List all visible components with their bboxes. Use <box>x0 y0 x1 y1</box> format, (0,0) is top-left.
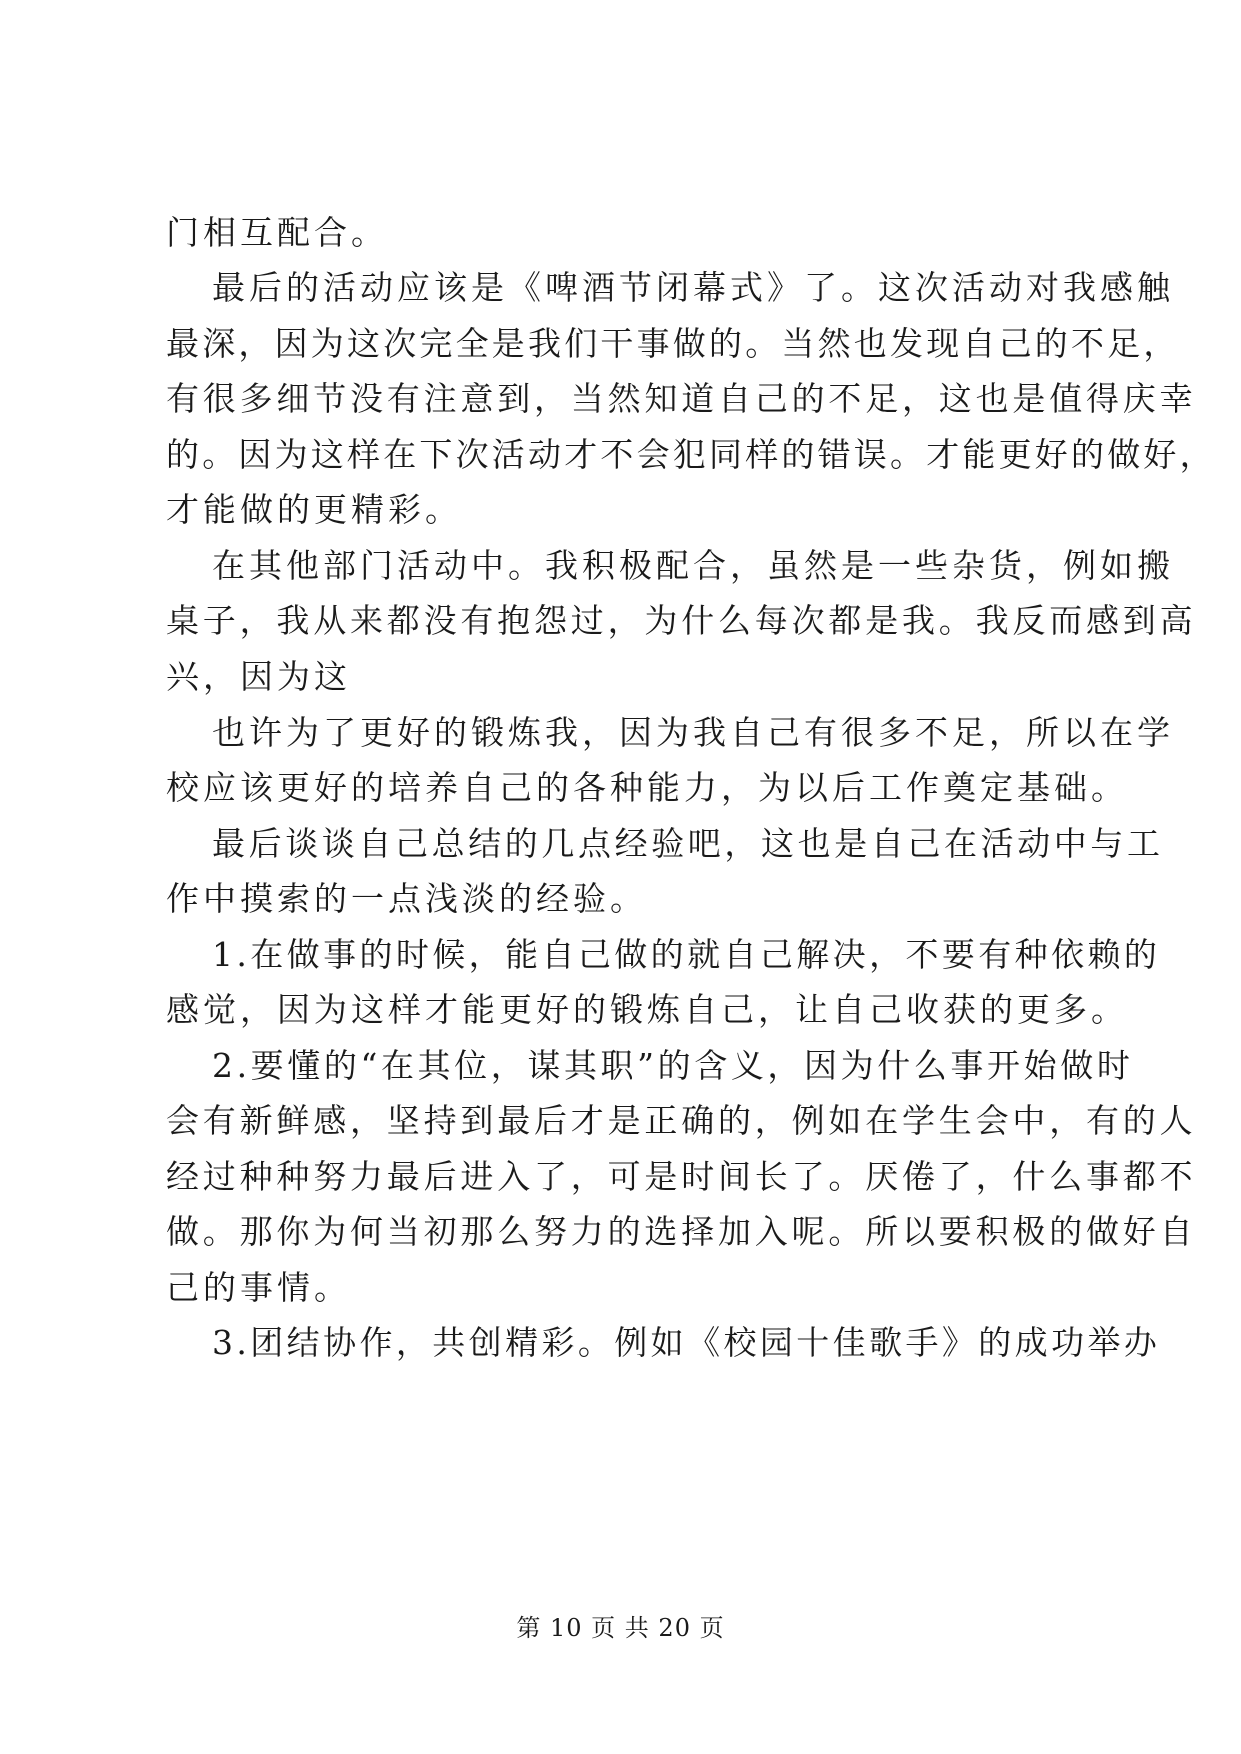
text-line: 最深，因为这次完全是我们干事做的。当然也发现自己的不足， <box>166 324 1180 363</box>
text-line: 桌子，我从来都没有抱怨过，为什么每次都是我。我反而感到高 <box>166 601 1197 640</box>
text-line: 作中摸索的一点浅淡的经验。 <box>166 879 647 918</box>
text-line: 3.团结协作，共创精彩。例如《校园十佳歌手》的成功举办 <box>212 1323 1161 1362</box>
text-line: 才能做的更精彩。 <box>166 490 462 529</box>
page-number-footer: 第 10 页 共 20 页 <box>516 1614 725 1642</box>
text-line: 在其他部门活动中。我积极配合，虽然是一些杂货，例如搬 <box>212 546 1174 585</box>
text-line: 最后的活动应该是《啤酒节闭幕式》了。这次活动对我感触 <box>212 268 1174 307</box>
text-line: 经过种种努力最后进入了，可是时间长了。厌倦了，什么事都不 <box>166 1157 1197 1196</box>
text-line: 做。那你为何当初那么努力的选择加入呢。所以要积极的做好自 <box>166 1212 1197 1251</box>
text-line: 有很多细节没有注意到，当然知道自己的不足，这也是值得庆幸 <box>166 379 1197 418</box>
text-line: 1.在做事的时候，能自己做的就自己解决，不要有种依赖的 <box>212 935 1161 974</box>
text-line: 2.要懂的“在其位，谋其职”的含义，因为什么事开始做时 <box>212 1046 1134 1085</box>
text-line: 最后谈谈自己总结的几点经验吧，这也是自己在活动中与工 <box>212 824 1164 863</box>
text-line: 校应该更好的培养自己的各种能力，为以后工作奠定基础。 <box>166 768 1128 807</box>
text-line: 兴，因为这 <box>166 657 351 696</box>
text-line: 感觉，因为这样才能更好的锻炼自己，让自己收获的更多。 <box>166 990 1128 1029</box>
text-line: 己的事情。 <box>166 1268 351 1307</box>
text-line: 门相互配合。 <box>166 213 388 252</box>
text-line: 的。因为这样在下次活动才不会犯同样的错误。才能更好的做好， <box>166 435 1216 474</box>
text-line: 会有新鲜感，坚持到最后才是正确的，例如在学生会中，有的人 <box>166 1101 1197 1140</box>
text-line: 也许为了更好的锻炼我，因为我自己有很多不足，所以在学 <box>212 713 1174 752</box>
